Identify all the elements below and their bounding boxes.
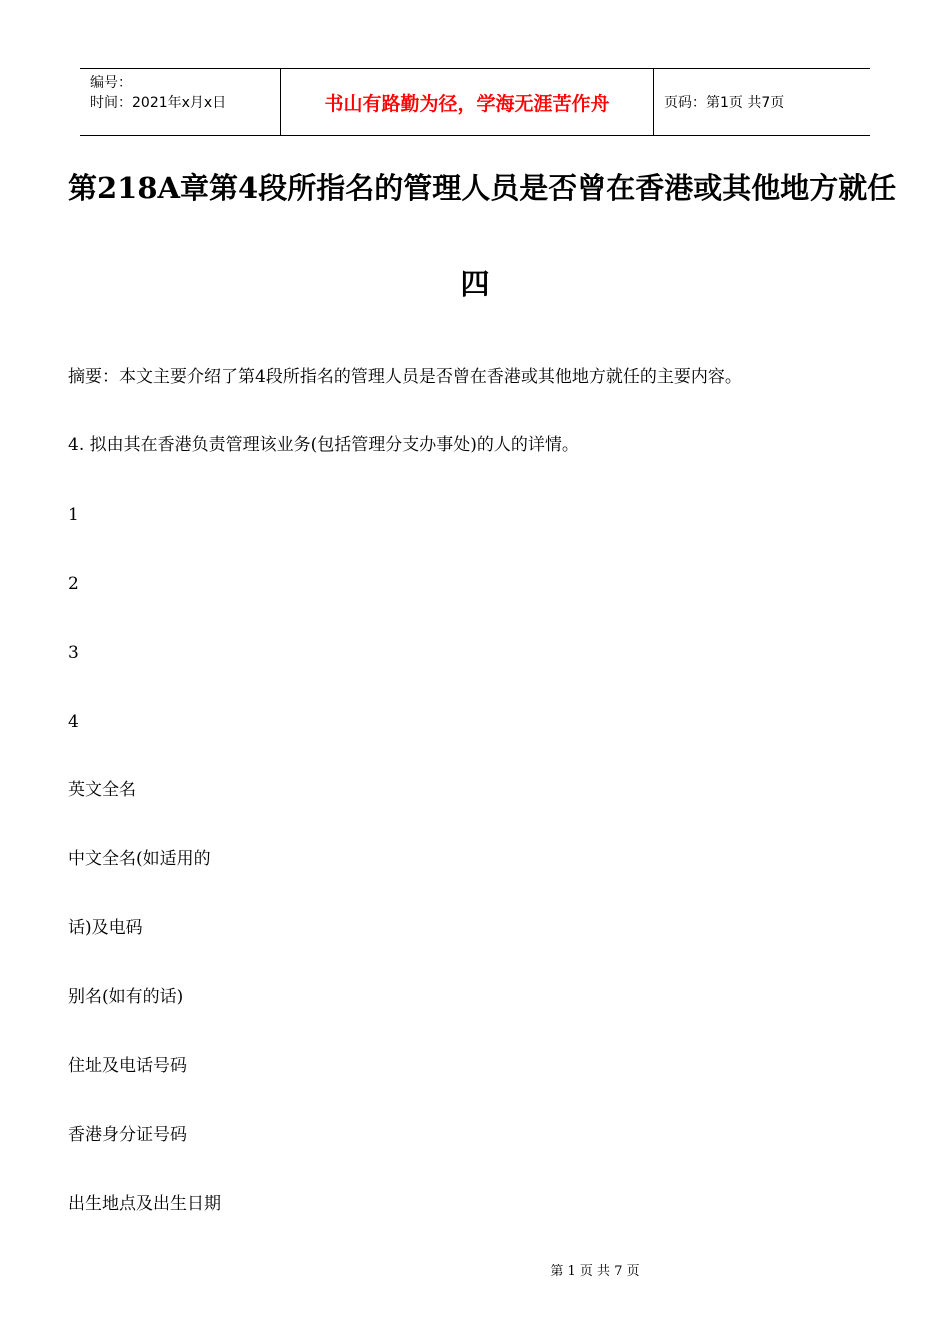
header-meta-cell [80, 69, 281, 135]
list-item: 香港身分证号码 [68, 1125, 187, 1145]
section-paragraph: 4. 拟由其在香港负责管理该业务(包括管理分支办事处)的人的详情。 [68, 435, 579, 455]
list-item: 2 [68, 574, 79, 594]
header-page-info: 页码：第1页 共7页 [664, 95, 785, 111]
list-item: 中文全名(如适用的 [68, 849, 211, 869]
list-item: 出生地点及出生日期 [68, 1194, 221, 1214]
list-item: 4 [68, 712, 79, 732]
list-item: 别名(如有的话) [68, 987, 184, 1007]
summary-paragraph: 摘要：本文主要介绍了第4段所指名的管理人员是否曾在香港或其他地方就任的主要内容。 [68, 367, 742, 387]
page-footer: 第 1 页 共 7 页 [550, 1264, 640, 1279]
document-title: 第218A章第4段所指名的管理人员是否曾在香港或其他地方就任 [68, 171, 897, 205]
document-title-continued: 四 [460, 267, 490, 301]
list-item: 话)及电码 [68, 918, 143, 938]
number-label: 编号： [90, 75, 132, 91]
time-label: 时间：2021年x月x日 [90, 95, 227, 111]
list-item: 住址及电话号码 [68, 1056, 187, 1076]
list-item: 3 [68, 643, 79, 663]
list-item: 1 [68, 505, 79, 525]
header-table [80, 68, 870, 136]
motto: 书山有路勤为径，学海无涯苦作舟 [281, 69, 654, 135]
list-item: 英文全名 [68, 780, 136, 800]
